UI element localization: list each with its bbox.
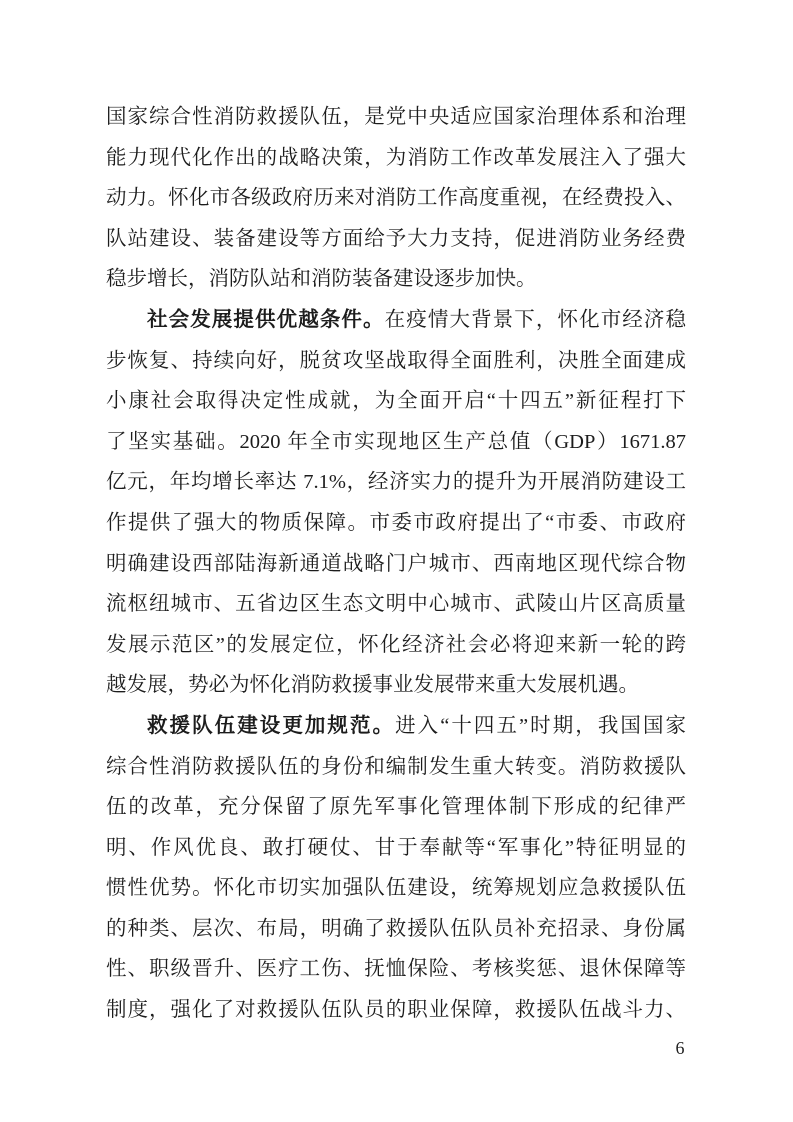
text-line (106, 584, 686, 625)
line-text: 的种类、层次、布局，明确了救援队伍队员补充招录、身份属 (106, 917, 686, 940)
line-text: 小康社会取得决定性成就，为全面开启“十四五”新征程打下 (106, 390, 686, 413)
text-line (106, 219, 686, 260)
text-line (106, 747, 686, 788)
line-text: 明、作风优良、敢打硬仗、甘于奉献等“军事化”特征明显的 (106, 836, 686, 859)
line-text: 队站建设、装备建设等方面给予大力支持，促进消防业务经费 (106, 227, 686, 250)
line-text: 发展示范区”的发展定位，怀化经济社会必将迎来新一轮的跨 (106, 633, 686, 656)
text-line (106, 909, 686, 950)
text-line (106, 949, 686, 990)
line-text: 稳步增长，消防队站和消防装备建设逐步加快。 (106, 268, 537, 291)
line-text: 制度，强化了对救援队伍队员的职业保障，救援队伍战斗力、 (106, 999, 686, 1022)
line-text: 伍的改革，充分保留了原先军事化管理体制下形成的纪律严 (106, 796, 686, 819)
text-line (106, 300, 686, 341)
text-line (106, 97, 686, 138)
text-line (106, 341, 686, 382)
text-block (106, 97, 686, 1031)
line-text: 步恢复、持续向好，脱贫攻坚战取得全面胜利，决胜全面建成 (106, 349, 686, 372)
line-text: 国家综合性消防救援队伍，是党中央适应国家治理体系和治理 (106, 106, 686, 128)
text-line (106, 665, 686, 706)
text-line (106, 787, 686, 828)
text-line (106, 625, 686, 666)
text-line (106, 706, 686, 747)
text-line (106, 462, 686, 503)
text-line (106, 178, 686, 219)
line-text: 综合性消防救援队伍的身份和编制发生重大转变。消防救援队 (106, 755, 686, 778)
text-line (106, 503, 686, 544)
line-text: 在疫情大背景下，怀化市经济稳 (384, 308, 687, 331)
text-line (106, 138, 686, 179)
line-text: 了坚实基础。2020 年全市实现地区生产总值（GDP）1671.87 (106, 430, 686, 453)
text-line (106, 544, 686, 585)
line-text: 亿元，年均增长率达 7.1%，经济实力的提升为开展消防建设工 (106, 471, 686, 494)
page-number: 6 (675, 1038, 685, 1058)
text-line (106, 828, 686, 869)
line-text: 流枢纽城市、五省边区生态文明中心城市、武陵山片区高质量 (106, 593, 686, 616)
line-text: 能力现代化作出的战略决策，为消防工作改革发展注入了强大 (106, 146, 686, 169)
text-line (106, 422, 686, 463)
line-text: 明确建设西部陆海新通道战略门户城市、西南地区现代综合物 (106, 552, 686, 575)
line-text: 性、职级晋升、医疗工伤、抚恤保险、考核奖惩、退休保障等 (106, 958, 686, 981)
text-line (106, 990, 686, 1031)
line-text: 惯性优势。怀化市切实加强队伍建设，统筹规划应急救援队伍 (106, 877, 686, 900)
line-text: 越发展，势必为怀化消防救援事业发展带来重大发展机遇。 (106, 674, 639, 697)
paragraph-lead-bold: 社会发展提供优越条件。 (147, 308, 385, 331)
paragraph-lead-bold: 救援队伍建设更加规范。 (147, 714, 396, 737)
line-text: 作提供了强大的物质保障。市委市政府提出了“市委、市政府 (106, 511, 686, 534)
line-text: 动力。怀化市各级政府历来对消防工作高度重视，在经费投入、 (106, 187, 686, 210)
text-line (106, 259, 686, 300)
line-text: 进入“十四五”时期，我国国家 (395, 714, 686, 737)
text-line (106, 381, 686, 422)
text-line (106, 868, 686, 909)
